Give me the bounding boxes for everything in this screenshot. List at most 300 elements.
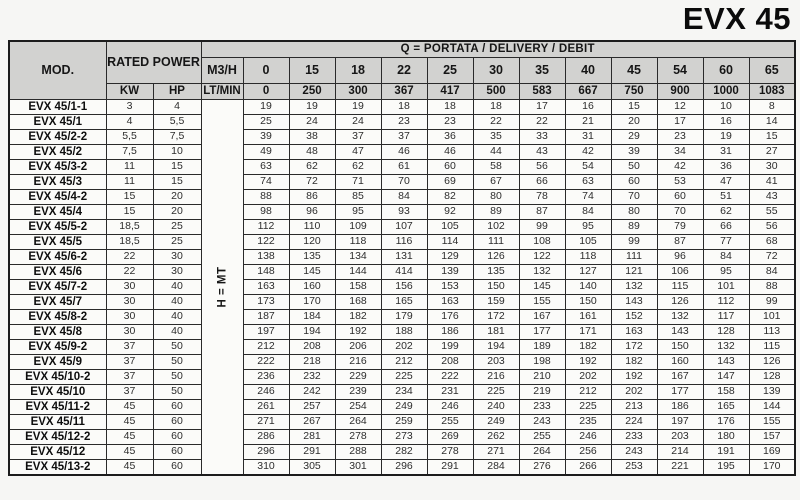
head-value-cell: 21 xyxy=(565,115,611,130)
head-value-cell: 218 xyxy=(289,355,335,370)
head-value-cell: 278 xyxy=(427,445,473,460)
head-value-cell: 301 xyxy=(335,460,381,475)
head-value-cell: 84 xyxy=(381,190,427,205)
model-cell: EVX 45/5 xyxy=(9,235,106,250)
head-value-cell: 145 xyxy=(519,280,565,295)
head-value-cell: 68 xyxy=(749,235,795,250)
head-value-cell: 273 xyxy=(381,430,427,445)
head-value-cell: 131 xyxy=(381,250,427,265)
head-value-cell: 233 xyxy=(611,430,657,445)
head-value-cell: 305 xyxy=(289,460,335,475)
head-value-cell: 79 xyxy=(657,220,703,235)
hp-cell: 40 xyxy=(153,325,201,340)
ltmin-value-cell: 250 xyxy=(289,84,335,100)
model-cell: EVX 45/7-2 xyxy=(9,280,106,295)
head-value-cell: 261 xyxy=(243,400,289,415)
table-row xyxy=(9,340,795,355)
head-value-cell: 132 xyxy=(519,265,565,280)
head-value-cell: 107 xyxy=(381,220,427,235)
ltmin-value-cell: 667 xyxy=(565,84,611,100)
table-row xyxy=(9,160,795,175)
head-value-cell: 216 xyxy=(335,355,381,370)
head-value-cell: 128 xyxy=(749,370,795,385)
head-value-cell: 70 xyxy=(381,175,427,190)
head-value-cell: 150 xyxy=(473,280,519,295)
head-value-cell: 291 xyxy=(289,445,335,460)
model-cell: EVX 45/10 xyxy=(9,385,106,400)
head-value-cell: 145 xyxy=(289,265,335,280)
pump-performance-table xyxy=(8,40,796,476)
head-value-cell: 44 xyxy=(473,145,519,160)
kw-cell: 18,5 xyxy=(106,220,153,235)
head-value-cell: 144 xyxy=(749,400,795,415)
delivery-header: Q = PORTATA / DELIVERY / DEBIT xyxy=(201,41,795,58)
m3h-value-cell: 15 xyxy=(289,58,335,84)
head-value-cell: 163 xyxy=(243,280,289,295)
head-value-cell: 165 xyxy=(381,295,427,310)
head-value-cell: 23 xyxy=(427,115,473,130)
table-row xyxy=(9,355,795,370)
head-value-cell: 243 xyxy=(611,445,657,460)
m3h-value-cell: 45 xyxy=(611,58,657,84)
table-row xyxy=(9,400,795,415)
head-value-cell: 110 xyxy=(289,220,335,235)
model-cell: EVX 45/11-2 xyxy=(9,400,106,415)
head-value-cell: 128 xyxy=(703,325,749,340)
hp-cell: 60 xyxy=(153,445,201,460)
head-value-cell: 240 xyxy=(473,400,519,415)
head-value-cell: 170 xyxy=(749,460,795,475)
kw-cell: 4 xyxy=(106,115,153,130)
head-value-cell: 117 xyxy=(703,310,749,325)
head-value-cell: 121 xyxy=(611,265,657,280)
model-cell: EVX 45/8 xyxy=(9,325,106,340)
kw-cell: 11 xyxy=(106,175,153,190)
head-value-cell: 202 xyxy=(565,370,611,385)
head-value-cell: 74 xyxy=(565,190,611,205)
head-value-cell: 310 xyxy=(243,460,289,475)
head-value-cell: 192 xyxy=(335,325,381,340)
head-value-cell: 42 xyxy=(657,160,703,175)
head-value-cell: 118 xyxy=(565,250,611,265)
table-row xyxy=(9,265,795,280)
model-cell: EVX 45/6-2 xyxy=(9,250,106,265)
head-value-cell: 291 xyxy=(427,460,473,475)
head-value-cell: 203 xyxy=(473,355,519,370)
kw-cell: 3 xyxy=(106,100,153,115)
head-value-cell: 132 xyxy=(703,340,749,355)
head-value-cell: 169 xyxy=(749,445,795,460)
head-value-cell: 80 xyxy=(473,190,519,205)
head-value-cell: 88 xyxy=(243,190,289,205)
head-value-cell: 14 xyxy=(749,115,795,130)
head-value-cell: 184 xyxy=(289,310,335,325)
head-value-cell: 129 xyxy=(427,250,473,265)
head-value-cell: 118 xyxy=(335,235,381,250)
head-value-cell: 170 xyxy=(289,295,335,310)
m3h-value-cell: 30 xyxy=(473,58,519,84)
head-value-cell: 99 xyxy=(749,295,795,310)
head-value-cell: 139 xyxy=(749,385,795,400)
head-value-cell: 161 xyxy=(565,310,611,325)
page-title: EVX 45 xyxy=(682,1,791,36)
head-value-cell: 115 xyxy=(749,340,795,355)
head-value-cell: 17 xyxy=(657,115,703,130)
head-value-cell: 212 xyxy=(565,385,611,400)
m3h-value-cell: 18 xyxy=(335,58,381,84)
head-value-cell: 147 xyxy=(703,370,749,385)
table-row xyxy=(9,295,795,310)
head-value-cell: 72 xyxy=(289,175,335,190)
head-value-cell: 139 xyxy=(427,265,473,280)
head-value-cell: 49 xyxy=(243,145,289,160)
head-value-cell: 33 xyxy=(519,130,565,145)
head-value-cell: 70 xyxy=(611,190,657,205)
kw-cell: 30 xyxy=(106,280,153,295)
head-value-cell: 126 xyxy=(657,295,703,310)
head-value-cell: 78 xyxy=(519,190,565,205)
head-value-cell: 233 xyxy=(519,400,565,415)
head-value-cell: 144 xyxy=(335,265,381,280)
head-value-cell: 51 xyxy=(703,190,749,205)
model-cell: EVX 45/4-2 xyxy=(9,190,106,205)
kw-cell: 45 xyxy=(106,400,153,415)
hp-cell: 50 xyxy=(153,370,201,385)
model-cell: EVX 45/1 xyxy=(9,115,106,130)
head-value-cell: 19 xyxy=(243,100,289,115)
head-value-cell: 16 xyxy=(565,100,611,115)
head-value-cell: 150 xyxy=(657,340,703,355)
head-value-cell: 92 xyxy=(427,205,473,220)
head-value-cell: 98 xyxy=(243,205,289,220)
hp-cell: 40 xyxy=(153,310,201,325)
head-value-cell: 69 xyxy=(427,175,473,190)
head-value-cell: 95 xyxy=(703,265,749,280)
head-value-cell: 102 xyxy=(473,220,519,235)
head-value-cell: 222 xyxy=(243,355,289,370)
head-value-cell: 155 xyxy=(519,295,565,310)
head-value-cell: 37 xyxy=(335,130,381,145)
head-value-cell: 109 xyxy=(335,220,381,235)
head-value-cell: 249 xyxy=(381,400,427,415)
head-value-cell: 148 xyxy=(243,265,289,280)
hp-cell: 25 xyxy=(153,235,201,250)
model-cell: EVX 45/3 xyxy=(9,175,106,190)
kw-cell: 5,5 xyxy=(106,130,153,145)
ltmin-value-cell: 500 xyxy=(473,84,519,100)
head-value-cell: 31 xyxy=(703,145,749,160)
model-cell: EVX 45/7 xyxy=(9,295,106,310)
head-value-cell: 168 xyxy=(335,295,381,310)
model-cell: EVX 45/11 xyxy=(9,415,106,430)
head-value-cell: 235 xyxy=(565,415,611,430)
head-value-cell: 255 xyxy=(427,415,473,430)
ltmin-header-row xyxy=(9,84,795,100)
table-row xyxy=(9,280,795,295)
m3h-value-cell: 60 xyxy=(703,58,749,84)
head-value-cell: 266 xyxy=(565,460,611,475)
model-cell: EVX 45/2 xyxy=(9,145,106,160)
head-value-cell: 191 xyxy=(703,445,749,460)
head-value-cell: 112 xyxy=(243,220,289,235)
head-value-cell: 181 xyxy=(473,325,519,340)
head-value-cell: 63 xyxy=(565,175,611,190)
table-row xyxy=(9,370,795,385)
head-value-cell: 212 xyxy=(243,340,289,355)
model-cell: EVX 45/2-2 xyxy=(9,130,106,145)
head-value-cell: 36 xyxy=(703,160,749,175)
table-row xyxy=(9,445,795,460)
head-value-cell: 276 xyxy=(519,460,565,475)
head-value-cell: 41 xyxy=(749,175,795,190)
kw-cell: 37 xyxy=(106,355,153,370)
table-row xyxy=(9,250,795,265)
hp-cell: 10 xyxy=(153,145,201,160)
head-value-cell: 214 xyxy=(657,445,703,460)
head-value-cell: 84 xyxy=(749,265,795,280)
head-value-cell: 167 xyxy=(657,370,703,385)
head-value-cell: 71 xyxy=(335,175,381,190)
head-value-cell: 163 xyxy=(611,325,657,340)
head-value-cell: 134 xyxy=(335,250,381,265)
h-mt-label: H = MT xyxy=(215,266,228,308)
head-value-cell: 202 xyxy=(611,385,657,400)
head-value-cell: 212 xyxy=(381,355,427,370)
head-value-cell: 126 xyxy=(749,355,795,370)
model-cell: EVX 45/9 xyxy=(9,355,106,370)
head-value-cell: 111 xyxy=(473,235,519,250)
model-cell: EVX 45/4 xyxy=(9,205,106,220)
head-value-cell: 34 xyxy=(657,145,703,160)
head-value-cell: 96 xyxy=(289,205,335,220)
head-value-cell: 153 xyxy=(427,280,473,295)
head-value-cell: 156 xyxy=(381,280,427,295)
m3h-value-cell: 35 xyxy=(519,58,565,84)
head-value-cell: 127 xyxy=(565,265,611,280)
head-value-cell: 10 xyxy=(703,100,749,115)
head-value-cell: 288 xyxy=(335,445,381,460)
head-value-cell: 93 xyxy=(381,205,427,220)
head-value-cell: 70 xyxy=(657,205,703,220)
head-value-cell: 188 xyxy=(381,325,427,340)
head-value-cell: 36 xyxy=(427,130,473,145)
head-value-cell: 74 xyxy=(243,175,289,190)
head-value-cell: 176 xyxy=(427,310,473,325)
table-row xyxy=(9,325,795,340)
head-value-cell: 271 xyxy=(473,445,519,460)
head-value-cell: 27 xyxy=(749,145,795,160)
head-value-cell: 115 xyxy=(657,280,703,295)
head-value-cell: 54 xyxy=(565,160,611,175)
head-value-cell: 135 xyxy=(473,265,519,280)
head-value-cell: 15 xyxy=(611,100,657,115)
head-value-cell: 267 xyxy=(289,415,335,430)
head-value-cell: 182 xyxy=(335,310,381,325)
head-value-cell: 186 xyxy=(427,325,473,340)
head-value-cell: 108 xyxy=(519,235,565,250)
hp-cell: 30 xyxy=(153,265,201,280)
head-value-cell: 163 xyxy=(427,295,473,310)
head-value-cell: 58 xyxy=(473,160,519,175)
head-value-cell: 101 xyxy=(749,310,795,325)
head-value-cell: 22 xyxy=(473,115,519,130)
kw-column-header: KW xyxy=(106,84,153,100)
hp-cell: 60 xyxy=(153,400,201,415)
head-value-cell: 88 xyxy=(749,280,795,295)
hp-cell: 15 xyxy=(153,175,201,190)
head-value-cell: 18 xyxy=(473,100,519,115)
head-value-cell: 249 xyxy=(473,415,519,430)
hp-cell: 25 xyxy=(153,220,201,235)
ltmin-value-cell: 1000 xyxy=(703,84,749,100)
head-value-cell: 66 xyxy=(519,175,565,190)
head-value-cell: 232 xyxy=(289,370,335,385)
hp-cell: 20 xyxy=(153,190,201,205)
head-value-cell: 202 xyxy=(381,340,427,355)
head-value-cell: 167 xyxy=(519,310,565,325)
head-value-cell: 269 xyxy=(427,430,473,445)
head-value-cell: 224 xyxy=(611,415,657,430)
head-value-cell: 114 xyxy=(427,235,473,250)
kw-cell: 30 xyxy=(106,325,153,340)
ltmin-value-cell: 417 xyxy=(427,84,473,100)
m3h-unit-label: M3/H xyxy=(201,58,243,84)
kw-cell: 15 xyxy=(106,205,153,220)
model-cell: EVX 45/3-2 xyxy=(9,160,106,175)
head-value-cell: 60 xyxy=(657,190,703,205)
head-value-cell: 56 xyxy=(519,160,565,175)
head-value-cell: 198 xyxy=(519,355,565,370)
head-value-cell: 172 xyxy=(473,310,519,325)
table-body xyxy=(9,100,795,475)
head-value-cell: 132 xyxy=(611,280,657,295)
head-value-cell: 53 xyxy=(657,175,703,190)
m3h-value-cell: 54 xyxy=(657,58,703,84)
table-row xyxy=(9,310,795,325)
model-cell: EVX 45/9-2 xyxy=(9,340,106,355)
head-value-cell: 46 xyxy=(427,145,473,160)
head-value-cell: 16 xyxy=(703,115,749,130)
head-value-cell: 197 xyxy=(243,325,289,340)
head-value-cell: 25 xyxy=(243,115,289,130)
head-value-cell: 47 xyxy=(335,145,381,160)
table-row xyxy=(9,220,795,235)
head-value-cell: 179 xyxy=(381,310,427,325)
m3h-value-cell: 25 xyxy=(427,58,473,84)
head-value-cell: 160 xyxy=(657,355,703,370)
kw-cell: 37 xyxy=(106,340,153,355)
head-value-cell: 116 xyxy=(381,235,427,250)
table-row xyxy=(9,235,795,250)
head-value-cell: 82 xyxy=(427,190,473,205)
head-value-cell: 39 xyxy=(611,145,657,160)
head-value-cell: 43 xyxy=(519,145,565,160)
kw-cell: 30 xyxy=(106,310,153,325)
table-row xyxy=(9,415,795,430)
head-value-cell: 177 xyxy=(657,385,703,400)
ltmin-value-cell: 750 xyxy=(611,84,657,100)
head-value-cell: 87 xyxy=(657,235,703,250)
table-row xyxy=(9,115,795,130)
head-value-cell: 194 xyxy=(289,325,335,340)
head-value-cell: 208 xyxy=(289,340,335,355)
head-value-cell: 112 xyxy=(703,295,749,310)
head-value-cell: 296 xyxy=(243,445,289,460)
kw-cell: 37 xyxy=(106,370,153,385)
head-value-cell: 286 xyxy=(243,430,289,445)
head-value-cell: 135 xyxy=(289,250,335,265)
ltmin-value-cell: 900 xyxy=(657,84,703,100)
head-value-cell: 176 xyxy=(703,415,749,430)
head-value-cell: 46 xyxy=(381,145,427,160)
head-value-cell: 111 xyxy=(611,250,657,265)
head-value-cell: 219 xyxy=(519,385,565,400)
hp-cell: 5,5 xyxy=(153,115,201,130)
head-value-cell: 246 xyxy=(427,400,473,415)
head-value-cell: 30 xyxy=(749,160,795,175)
head-value-cell: 414 xyxy=(381,265,427,280)
kw-cell: 22 xyxy=(106,265,153,280)
head-value-cell: 18 xyxy=(427,100,473,115)
hp-cell: 60 xyxy=(153,460,201,475)
ltmin-value-cell: 367 xyxy=(381,84,427,100)
head-value-cell: 243 xyxy=(519,415,565,430)
head-value-cell: 143 xyxy=(657,325,703,340)
head-value-cell: 89 xyxy=(611,220,657,235)
head-value-cell: 256 xyxy=(565,445,611,460)
kw-cell: 30 xyxy=(106,295,153,310)
model-cell: EVX 45/12 xyxy=(9,445,106,460)
head-value-cell: 8 xyxy=(749,100,795,115)
head-value-cell: 95 xyxy=(335,205,381,220)
head-value-cell: 106 xyxy=(657,265,703,280)
head-value-cell: 140 xyxy=(565,280,611,295)
head-value-cell: 182 xyxy=(611,355,657,370)
head-value-cell: 155 xyxy=(749,415,795,430)
head-value-cell: 152 xyxy=(611,310,657,325)
head-value-cell: 206 xyxy=(335,340,381,355)
head-value-cell: 281 xyxy=(289,430,335,445)
table-row xyxy=(9,100,795,115)
head-value-cell: 236 xyxy=(243,370,289,385)
m3h-value-cell: 40 xyxy=(565,58,611,84)
kw-cell: 15 xyxy=(106,190,153,205)
rated-power-header: RATED POWER xyxy=(106,41,201,84)
head-value-cell: 95 xyxy=(565,220,611,235)
head-value-cell: 62 xyxy=(335,160,381,175)
head-value-cell: 19 xyxy=(703,130,749,145)
head-value-cell: 195 xyxy=(703,460,749,475)
head-value-cell: 43 xyxy=(749,190,795,205)
head-value-cell: 158 xyxy=(335,280,381,295)
model-cell: EVX 45/8-2 xyxy=(9,310,106,325)
head-value-cell: 182 xyxy=(565,340,611,355)
table-row xyxy=(9,205,795,220)
head-value-cell: 84 xyxy=(565,205,611,220)
head-value-cell: 180 xyxy=(703,430,749,445)
head-value-cell: 55 xyxy=(749,205,795,220)
head-value-cell: 259 xyxy=(381,415,427,430)
head-value-cell: 120 xyxy=(289,235,335,250)
hp-cell: 50 xyxy=(153,385,201,400)
head-value-cell: 47 xyxy=(703,175,749,190)
hp-cell: 7,5 xyxy=(153,130,201,145)
head-value-cell: 138 xyxy=(243,250,289,265)
head-value-cell: 80 xyxy=(611,205,657,220)
head-value-cell: 23 xyxy=(381,115,427,130)
head-value-cell: 31 xyxy=(565,130,611,145)
head-value-cell: 165 xyxy=(703,400,749,415)
